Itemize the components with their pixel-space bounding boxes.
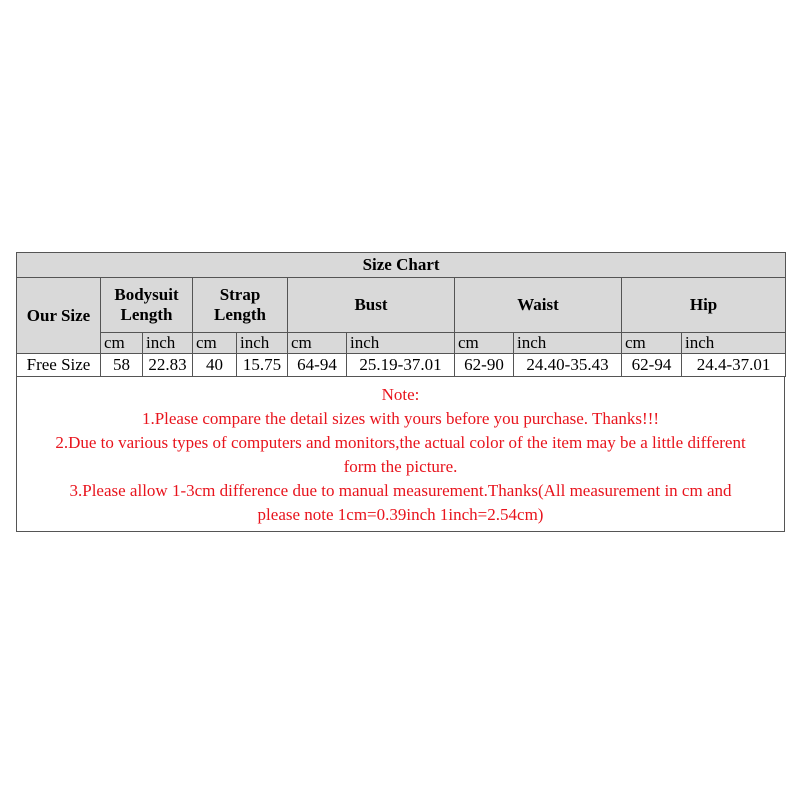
- unit-cell: cm: [455, 333, 514, 354]
- note-line-2b: form the picture.: [343, 457, 458, 477]
- unit-cell: cm: [101, 333, 143, 354]
- size-chart: [16, 252, 785, 532]
- value-cell: 62-94: [622, 354, 682, 377]
- title-row: [17, 253, 786, 278]
- size-name-cell: Free Size: [17, 354, 101, 377]
- unit-cell: inch: [237, 333, 288, 354]
- hip-header: Hip: [622, 278, 786, 333]
- our-size-header: Our Size: [17, 278, 101, 354]
- table-row: [17, 354, 786, 377]
- note-line-2a: 2.Due to various types of computers and monitors,the actual color of the item may be a little different: [55, 433, 746, 453]
- bust-header: Bust: [288, 278, 455, 333]
- unit-cell: cm: [288, 333, 347, 354]
- value-cell: 64-94: [288, 354, 347, 377]
- note-line-3b: please note 1cm=0.39inch 1inch=2.54cm): [257, 505, 544, 525]
- value-cell: 15.75: [237, 354, 288, 377]
- strap-length-header-line2: Length: [214, 305, 266, 324]
- unit-cell: inch: [682, 333, 786, 354]
- note-line-1: 1.Please compare the detail sizes with yours before you purchase. Thanks!!!: [141, 409, 660, 429]
- value-cell: 62-90: [455, 354, 514, 377]
- bodysuit-length-header-line2: Length: [120, 305, 173, 324]
- unit-cell: inch: [347, 333, 455, 354]
- value-cell: 58: [101, 354, 143, 377]
- bodysuit-length-header-line1: Bodysuit: [114, 284, 179, 304]
- unit-cell: inch: [514, 333, 622, 354]
- strap-length-header: [193, 278, 288, 333]
- notes-block: [16, 377, 785, 532]
- unit-cell: cm: [622, 333, 682, 354]
- value-cell: 25.19-37.01: [347, 354, 455, 377]
- note-line-3a: 3.Please allow 1-3cm difference due to manual measurement.Thanks(All measurement in cm and: [69, 481, 732, 501]
- size-table: [16, 252, 786, 377]
- value-cell: 24.4-37.01: [682, 354, 786, 377]
- waist-header: Waist: [455, 278, 622, 333]
- value-cell: 24.40-35.43: [514, 354, 622, 377]
- unit-cell: cm: [193, 333, 237, 354]
- value-cell: 40: [193, 354, 237, 377]
- chart-title: Size Chart: [17, 253, 786, 278]
- unit-row: [17, 333, 786, 354]
- note-heading: Note:: [381, 385, 420, 405]
- bodysuit-length-header: [101, 278, 193, 333]
- value-cell: 22.83: [143, 354, 193, 377]
- group-header-row: [17, 278, 786, 333]
- unit-cell: inch: [143, 333, 193, 354]
- strap-length-header-line1: Strap: [219, 284, 261, 304]
